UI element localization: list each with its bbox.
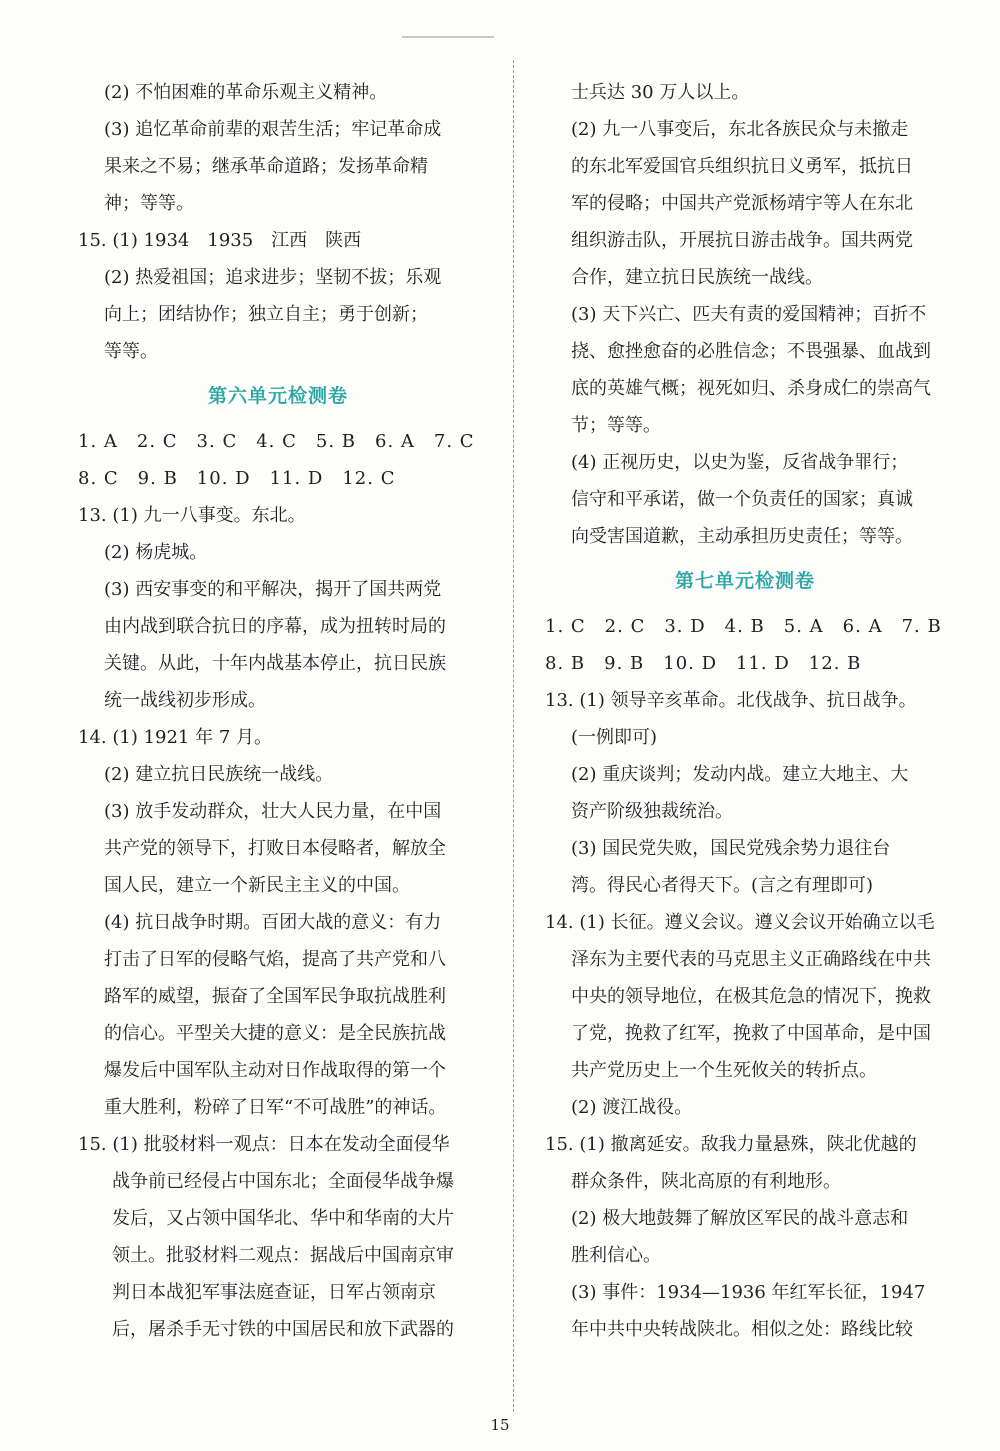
text-line: (3) 天下兴亡、匹夫有责的爱国精神；百折不 (571, 304, 927, 325)
text-line: (3) 放手发动群众，壮大人民力量，在中国 (104, 801, 442, 822)
text-line: (4) 抗日战争时期。百团大战的意义：有力 (104, 912, 442, 933)
text-line: 领土。批驳材料二观点：据战后中国南京审 (112, 1245, 454, 1266)
text-line: 的信心。平型关大捷的意义：是全民族抗战 (104, 1023, 446, 1044)
text-line: 重大胜利，粉碎了日军“不可战胜”的神话。 (104, 1097, 447, 1118)
text-line: 发后，又占领中国华北、华中和华南的大片 (112, 1208, 454, 1229)
text-line: (3) 国民党失败，国民党残余势力退往台 (571, 838, 891, 859)
text-line: (2) 杨虎城。 (104, 542, 208, 563)
text-line: 共产党历史上一个生死攸关的转折点。 (571, 1060, 877, 1081)
text-line: 13. (1) 九一八事变。东北。 (78, 505, 306, 526)
text-line: (3) 事件：1934—1936 年红军长征，1947 (571, 1282, 926, 1303)
text-line: (2) 建立抗日民族统一战线。 (104, 764, 334, 785)
text-line: 资产阶级独裁统治。 (571, 801, 733, 822)
text-line: 向上；团结协作；独立自主；勇于创新； (104, 304, 428, 325)
text-line: (3) 追忆革命前辈的艰苦生活；牢记革命成 (104, 119, 442, 140)
page-number: 15 (490, 1416, 510, 1434)
text-line: 组织游击队，开展抗日游击战争。国共两党 (571, 230, 913, 251)
text-line: 的东北军爱国官兵组织抗日义勇军，抵抗日 (571, 156, 913, 177)
text-line: 神；等等。 (104, 193, 194, 214)
text-line: 底的英雄气概；视死如归、杀身成仁的崇高气 (571, 378, 931, 399)
text-line: 统一战线初步形成。 (104, 690, 266, 711)
text-line: (2) 重庆谈判；发动内战。建立大地主、大 (571, 764, 909, 785)
text-line: 中央的领导地位，在极其危急的情况下，挽救 (571, 986, 931, 1007)
text-line: 年中共中央转战陕北。相似之处：路线比较 (571, 1319, 913, 1340)
text-line: 湾。得民心者得天下。(言之有理即可) (571, 875, 874, 896)
text-line: (2) 九一八事变后，东北各族民众与未撤走 (571, 119, 909, 140)
text-line: 路军的威望，振奋了全国军民争取抗战胜利 (104, 986, 446, 1007)
text-line: 15. (1) 批驳材料一观点：日本在发动全面侵华 (78, 1134, 450, 1155)
text-line: 13. (1) 领导辛亥革命。北伐战争、抗日战争。 (545, 690, 917, 711)
text-line: 14. (1) 长征。遵义会议。遵义会议开始确立以毛 (545, 912, 935, 933)
top-decorative-rule (402, 36, 494, 38)
text-line: (一例即可) (571, 727, 658, 748)
text-line: 关键。从此，十年内战基本停止，抗日民族 (104, 653, 446, 674)
text-line: 了党，挽救了红军，挽救了中国革命，是中国 (571, 1023, 931, 1044)
answer-key-line: 8. B 9. B 10. D 11. D 12. B (545, 653, 862, 674)
section-heading: 第七单元检测卷 (674, 570, 815, 592)
text-line: 合作，建立抗日民族统一战线。 (571, 267, 823, 288)
text-line: 士兵达 30 万人以上。 (571, 82, 750, 103)
text-line: 果来之不易；继承革命道路；发扬革命精 (104, 156, 428, 177)
text-line: 节；等等。 (571, 415, 661, 436)
text-line: 14. (1) 1921 年 7 月。 (78, 727, 272, 748)
text-line: 由内战到联合抗日的序幕，成为扭转时局的 (104, 616, 446, 637)
text-line: (2) 渡江战役。 (571, 1097, 693, 1118)
column-divider (513, 60, 514, 1412)
text-line: (3) 西安事变的和平解决，揭开了国共两党 (104, 579, 442, 600)
right-column (545, 74, 945, 1348)
text-line: 爆发后中国军队主动对日作战取得的第一个 (104, 1060, 446, 1081)
answer-key-line: 8. C 9. B 10. D 11. D 12. C (78, 468, 396, 489)
text-line: 战争前已经侵占中国东北；全面侵华战争爆 (112, 1171, 454, 1192)
text-line: (2) 热爱祖国；追求进步；坚韧不拔；乐观 (104, 267, 442, 288)
section-heading: 第六单元检测卷 (207, 385, 348, 407)
text-line: 胜利信心。 (571, 1245, 661, 1266)
answer-key-line: 1. C 2. C 3. D 4. B 5. A 6. A 7. B (545, 616, 942, 637)
text-line: 群众条件，陕北高原的有利地形。 (571, 1171, 841, 1192)
text-line: 泽东为主要代表的马克思主义正确路线在中共 (571, 949, 931, 970)
text-line: 信守和平承诺，做一个负责任的国家；真诚 (571, 489, 913, 510)
text-line: 国人民，建立一个新民主主义的中国。 (104, 875, 410, 896)
text-line: 挠、愈挫愈奋的必胜信念；不畏强暴、血战到 (571, 341, 931, 362)
text-line: 15. (1) 撤离延安。敌我力量悬殊，陕北优越的 (545, 1134, 917, 1155)
text-line: 打击了日军的侵略气焰，提高了共产党和八 (104, 949, 446, 970)
text-line: 共产党的领导下，打败日本侵略者，解放全 (104, 838, 446, 859)
text-line: 后，屠杀手无寸铁的中国居民和放下武器的 (112, 1319, 454, 1340)
text-line: 等等。 (104, 341, 158, 362)
answer-key-line: 1. A 2. C 3. C 4. C 5. B 6. A 7. C (78, 431, 475, 452)
text-line: 判日本战犯军事法庭查证，日军占领南京 (112, 1282, 436, 1303)
text-line: (4) 正视历史，以史为鉴，反省战争罪行； (571, 452, 909, 473)
left-column (78, 74, 478, 1348)
text-line: (2) 不怕困难的革命乐观主义精神。 (104, 82, 388, 103)
text-line: 军的侵略；中国共产党派杨靖宇等人在东北 (571, 193, 913, 214)
text-line: 15. (1) 1934 1935 江西 陕西 (78, 230, 362, 251)
text-line: 向受害国道歉，主动承担历史责任；等等。 (571, 526, 913, 547)
text-line: (2) 极大地鼓舞了解放区军民的战斗意志和 (571, 1208, 909, 1229)
